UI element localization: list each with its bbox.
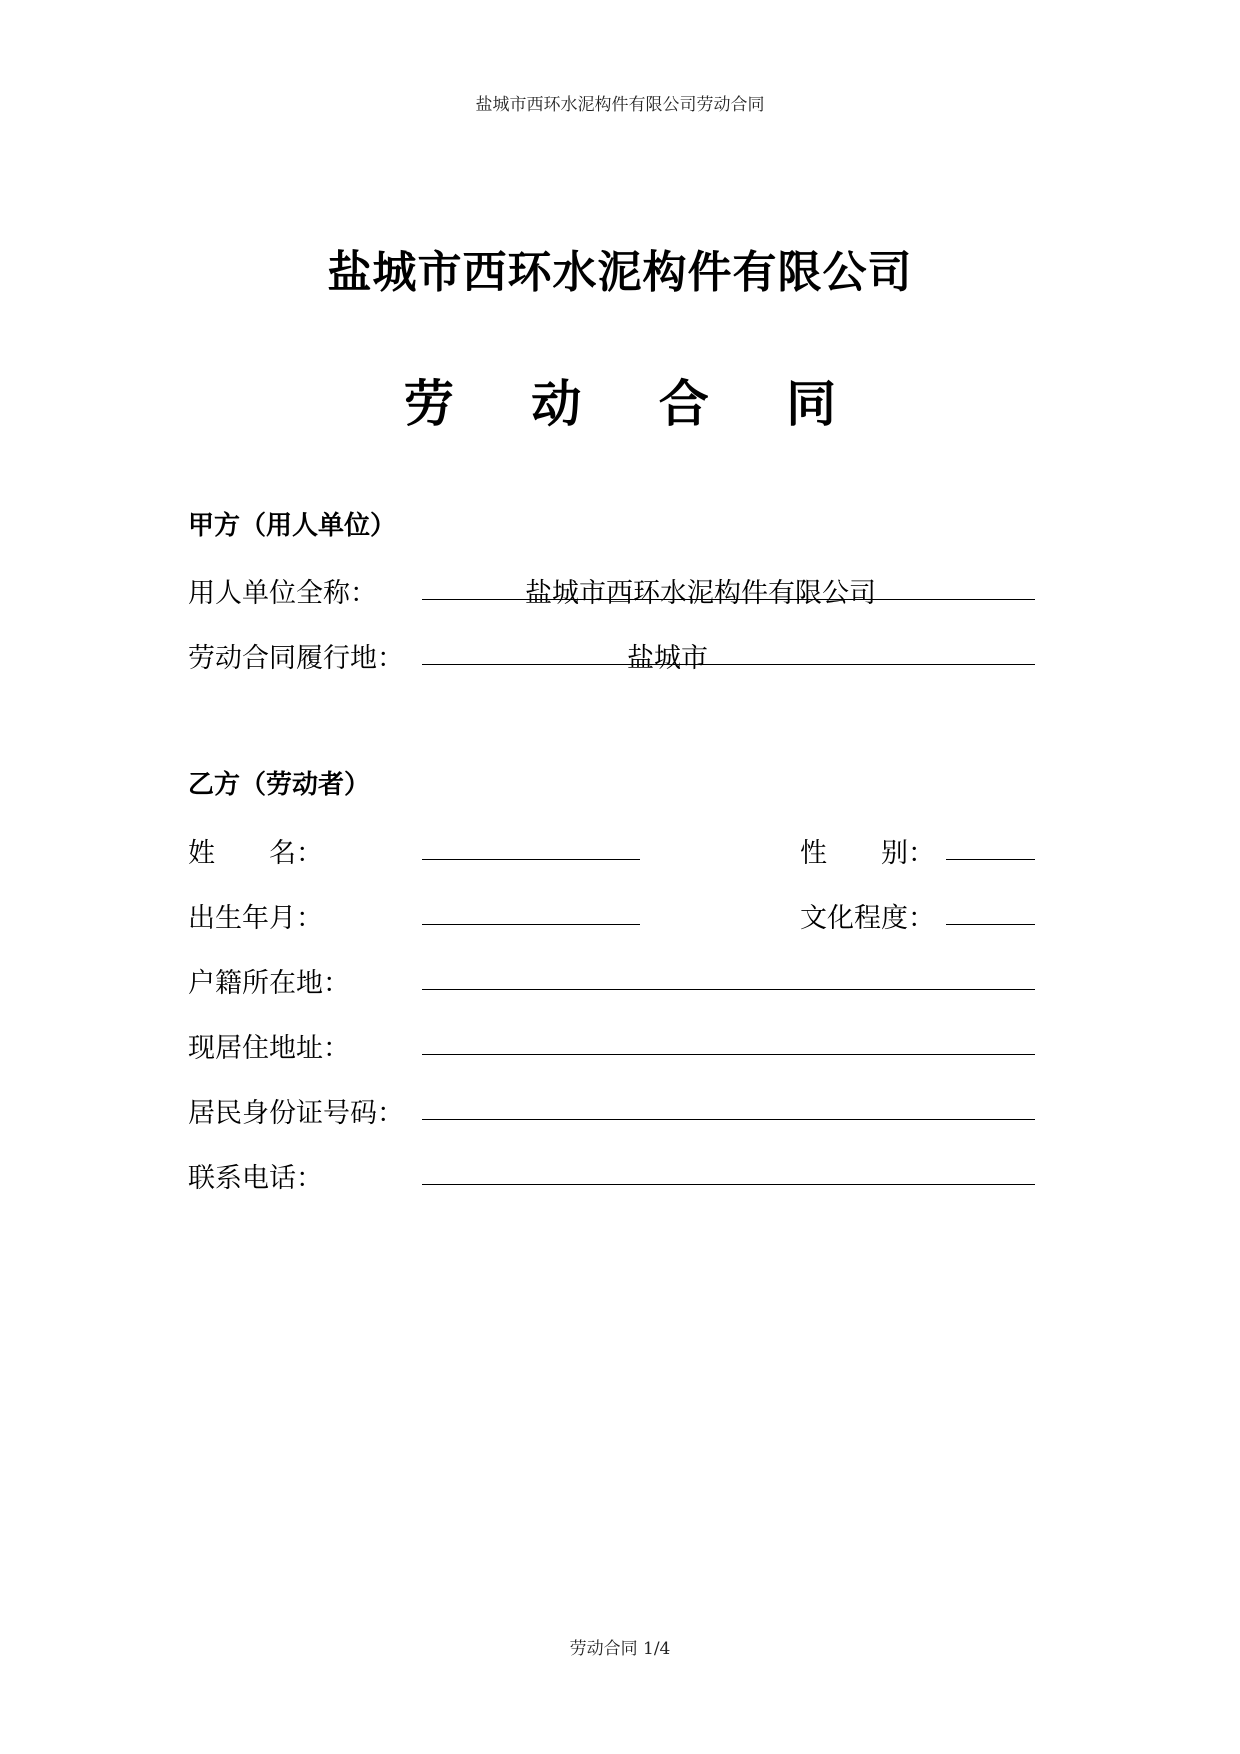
id-number-field[interactable] bbox=[422, 1119, 1035, 1120]
birth-label: 出生年月： bbox=[188, 903, 323, 934]
household-label: 户籍所在地： bbox=[188, 968, 350, 999]
birth-field[interactable] bbox=[422, 924, 640, 925]
company-title: 盐城市西环水泥构件有限公司 bbox=[327, 247, 913, 298]
employer-name-value: 盐城市西环水泥构件有限公司 bbox=[525, 578, 876, 609]
name-field[interactable] bbox=[422, 859, 640, 860]
page-footer: 劳动合同 1/4 bbox=[569, 1639, 671, 1659]
education-field[interactable] bbox=[946, 924, 1035, 925]
party-a-heading: 甲方（用人单位） bbox=[188, 511, 397, 541]
contract-place-label: 劳动合同履行地： bbox=[188, 643, 404, 674]
id-number-label: 居民身份证号码： bbox=[188, 1098, 404, 1129]
phone-field[interactable] bbox=[422, 1184, 1035, 1185]
education-label: 文化程度： bbox=[800, 903, 935, 934]
phone-label: 联系电话： bbox=[188, 1163, 323, 1194]
address-label: 现居住地址： bbox=[188, 1033, 350, 1064]
contract-place-field[interactable] bbox=[422, 664, 1035, 665]
household-field[interactable] bbox=[422, 989, 1035, 990]
name-label: 姓 名： bbox=[188, 838, 323, 869]
contract-place-value: 盐城市 bbox=[627, 643, 708, 674]
document-title: 劳 动 合 同 bbox=[403, 374, 867, 433]
party-b-heading: 乙方（劳动者） bbox=[188, 770, 371, 800]
gender-label: 性 别： bbox=[800, 838, 935, 869]
gender-field[interactable] bbox=[946, 859, 1035, 860]
employer-name-label: 用人单位全称： bbox=[188, 578, 377, 609]
address-field[interactable] bbox=[422, 1054, 1035, 1055]
running-header: 盐城市西环水泥构件有限公司劳动合同 bbox=[475, 95, 765, 115]
